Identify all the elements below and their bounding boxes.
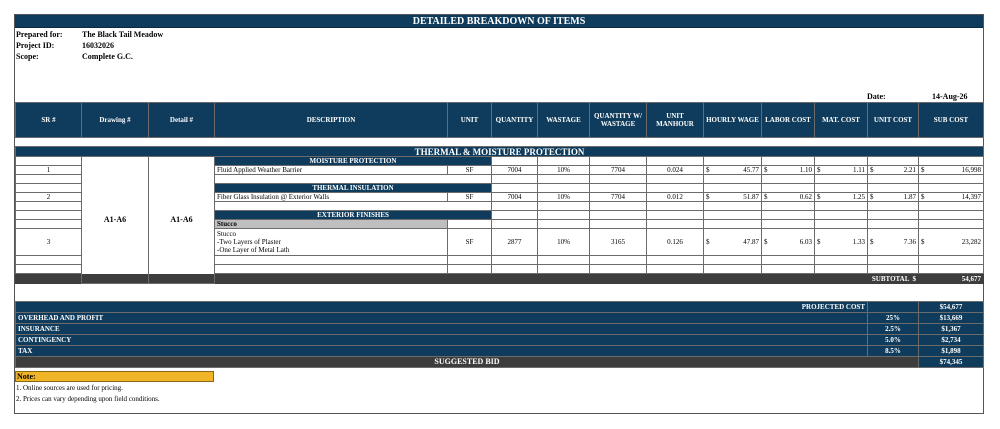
quantity-wastage-cell: 7704 [590,166,647,175]
meta-value: 16032026 [82,41,114,50]
currency-sign: $ [706,193,710,201]
projected-label: PROJECTED COST [16,302,868,313]
meta-value: Complete G.C. [82,52,133,61]
currency-sign: $ [764,166,768,174]
currency-sign: $ [921,238,925,246]
description-line: -Two Layers of Plaster [217,238,281,246]
currency-sign: $ [764,238,768,246]
col-header: UNIT [448,103,492,138]
sr-cell: 1 [16,166,82,175]
subtotal-label [868,274,919,284]
col-header: DESCRIPTION [215,103,448,138]
col-header: SR # [16,103,82,138]
labor-value: 1.10 [799,166,812,174]
currency-sign: $ [817,166,821,174]
currency-sign: $ [817,193,821,201]
wastage-cell: 10% [538,166,590,175]
manhour-cell: 0.126 [647,229,704,256]
quantity-wastage-cell: 7704 [590,193,647,202]
summary-label: OVERHEAD AND PROFIT [16,313,868,324]
subtotal-row [16,274,984,284]
quantity-wastage-cell: 3165 [590,229,647,256]
note-item: 2. Prices can vary depending upon field conditions. [16,395,160,403]
estimate-sheet [14,14,984,414]
summary-row [16,346,984,357]
quantity-cell: 2877 [492,229,538,256]
projected-value: $54,677 [919,302,984,313]
projected-row [16,302,984,313]
mat-value: 1.33 [852,238,865,246]
unit-cell: SF [448,193,492,202]
description-line: -One Layer of Metal Lath [217,246,290,254]
mat-value: 1.11 [853,166,865,174]
unit-cell: SF [448,229,492,256]
unit-cost-value: 7.36 [903,238,916,246]
date-value: 14-Aug-26 [932,92,968,101]
wage-value: 51.87 [743,193,759,201]
col-header: LABOR COST [762,103,815,138]
wastage-cell: 10% [538,229,590,256]
wage-value: 45.77 [743,166,759,174]
currency-sign: $ [764,193,768,201]
meta-prepared-for [16,29,163,40]
summary-label: INSURANCE [16,324,868,335]
group-title-row [16,157,984,166]
section-band [16,147,984,157]
quantity-cell: 7004 [492,166,538,175]
suggested-bid-value: $74,345 [919,357,984,368]
currency-sign: $ [921,166,925,174]
summary-value: $13,669 [919,313,984,324]
summary-value: $1,367 [919,324,984,335]
group-title: THERMAL INSULATION [215,184,492,193]
currency-sign: $ [817,238,821,246]
unit-cost-value: 1.87 [903,193,916,201]
labor-value: 0.62 [799,193,812,201]
currency-sign: $ [870,238,874,246]
summary-table [15,301,984,368]
summary-row [16,313,984,324]
col-header: MAT. COST [815,103,868,138]
subtotal-text: SUBTOTAL [871,274,909,283]
summary-label: TAX [16,346,868,357]
sr-cell: 2 [16,193,82,202]
sub-cost-value: 23,282 [961,238,981,246]
spacer-row [16,138,984,147]
col-header: Detail # [149,103,215,138]
meta-value: The Black Tail Meadow [82,30,164,39]
description-cell [215,229,448,256]
meta-project-id [16,40,114,51]
note-title: Note: [15,371,214,382]
summary-pct: 8.5% [868,346,919,357]
suggested-bid-row [16,357,984,368]
summary-value: $1,898 [919,346,984,357]
col-header: HOURLY WAGE [704,103,762,138]
header-row [16,103,984,138]
summary-label: CONTINGENCY [16,335,868,346]
col-header: QUANTITY [492,103,538,138]
subtotal-value: 54,677 [919,274,984,284]
mat-value: 1.25 [852,193,865,201]
currency-sign: $ [870,166,874,174]
group-title: MOISTURE PROTECTION [215,157,492,166]
manhour-cell: 0.024 [647,166,704,175]
labor-value: 6.03 [799,238,812,246]
suggested-bid-label: SUGGESTED BID [16,357,919,368]
summary-value: $2,734 [919,335,984,346]
date-label: Date: [867,92,886,101]
description-cell: Fiber Glass Insulation @ Exterior Walls [215,193,448,202]
unit-cost-value: 2.21 [903,166,916,174]
meta-scope [16,51,133,62]
description-line: Stucco [217,230,237,238]
summary-pct: 2.5% [868,324,919,335]
meta-label: Prepared for: [16,30,63,39]
currency-sign: $ [921,193,925,201]
sub-cost-value: 14,397 [961,193,981,201]
section-title: THERMAL & MOISTURE PROTECTION [16,147,984,157]
note-item: 1. Online sources are used for pricing. [16,384,123,392]
currency-sign: $ [912,274,916,283]
sheet-title: DETAILED BREAKDOWN OF ITEMS [15,15,983,28]
wastage-cell: 10% [538,193,590,202]
col-header: Drawing # [82,103,149,138]
detail-cell: A1-A6 [149,157,215,284]
col-header: SUB COST [919,103,984,138]
sub-cost-value: 16,998 [961,166,981,174]
group-title: EXTERIOR FINISHES [215,211,492,220]
meta-label: Scope: [16,52,39,61]
meta-label: Project ID: [16,41,55,50]
summary-pct: 5.0% [868,335,919,346]
description-cell: Fluid Applied Weather Barrier [215,166,448,175]
summary-pct: 25% [868,313,919,324]
currency-sign: $ [706,238,710,246]
col-header: WASTAGE [538,103,590,138]
items-table [15,102,984,284]
quantity-cell: 7004 [492,193,538,202]
summary-row [16,324,984,335]
sr-cell: 3 [16,229,82,256]
currency-sign: $ [870,193,874,201]
wage-value: 47.87 [743,238,759,246]
manhour-cell: 0.012 [647,193,704,202]
col-header: UNIT MANHOUR [647,103,704,138]
subhead-cell: Stucco [215,220,448,229]
summary-row [16,335,984,346]
unit-cell: SF [448,166,492,175]
col-header: UNIT COST [868,103,919,138]
drawing-cell: A1-A6 [82,157,149,284]
currency-sign: $ [706,166,710,174]
col-header: QUANTITY W/ WASTAGE [590,103,647,138]
